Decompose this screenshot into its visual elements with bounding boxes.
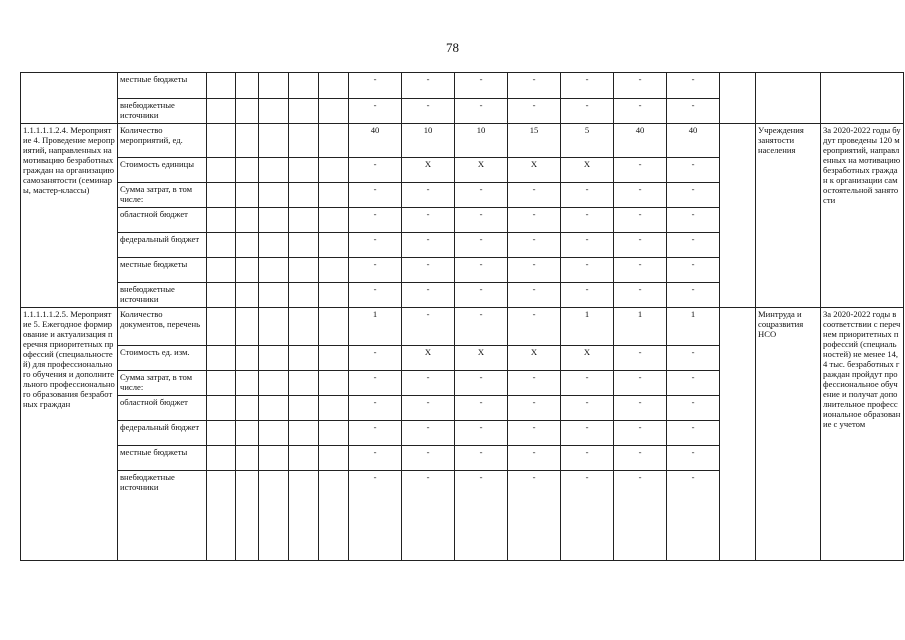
empty-cell xyxy=(236,371,259,396)
value-cell: - xyxy=(667,396,720,421)
value-cell: - xyxy=(349,446,402,471)
empty-cell xyxy=(207,421,236,446)
empty-cell xyxy=(259,308,289,346)
value-cell: - xyxy=(614,421,667,446)
empty-cell xyxy=(289,183,319,208)
indicator-cell: Стоимость единицы xyxy=(118,158,207,183)
empty-cell xyxy=(289,421,319,446)
empty-cell xyxy=(289,346,319,371)
value-cell: - xyxy=(561,233,614,258)
value-cell: - xyxy=(667,73,720,99)
empty-cell xyxy=(289,208,319,233)
value-cell: - xyxy=(349,396,402,421)
empty-cell xyxy=(289,371,319,396)
empty-cell xyxy=(319,471,349,561)
empty-cell xyxy=(236,308,259,346)
value-cell: - xyxy=(455,99,508,124)
indicator-cell: Количество документов, перечень xyxy=(118,308,207,346)
table-row xyxy=(21,124,904,158)
value-cell: - xyxy=(561,258,614,283)
result-cell: За 2020-2022 годы будут проведены 120 мероприятий, направленных на мотивацию безработных граждан к организации самостоятельной занятости xyxy=(821,124,904,308)
value-cell: - xyxy=(667,233,720,258)
value-cell: - xyxy=(508,233,561,258)
value-cell: - xyxy=(667,446,720,471)
value-cell: - xyxy=(402,99,455,124)
empty-cell xyxy=(319,183,349,208)
empty-cell xyxy=(236,396,259,421)
value-cell: - xyxy=(455,446,508,471)
empty-cell xyxy=(259,99,289,124)
empty-cell xyxy=(236,183,259,208)
value-cell: - xyxy=(508,371,561,396)
value-cell: - xyxy=(508,73,561,99)
value-cell: - xyxy=(402,371,455,396)
empty-cell xyxy=(720,73,756,124)
empty-cell xyxy=(236,233,259,258)
empty-cell xyxy=(289,283,319,308)
indicator-cell: Количество мероприятий, ед. xyxy=(118,124,207,158)
value-cell: X xyxy=(455,346,508,371)
empty-cell xyxy=(319,446,349,471)
empty-cell xyxy=(207,208,236,233)
empty-cell xyxy=(207,371,236,396)
empty-cell xyxy=(259,233,289,258)
empty-cell xyxy=(236,446,259,471)
value-cell: 1 xyxy=(561,308,614,346)
empty-cell xyxy=(236,73,259,99)
value-cell: - xyxy=(614,371,667,396)
empty-cell xyxy=(207,99,236,124)
value-cell: - xyxy=(614,73,667,99)
empty-cell xyxy=(319,73,349,99)
value-cell: - xyxy=(455,396,508,421)
value-cell: - xyxy=(455,308,508,346)
value-cell: - xyxy=(667,371,720,396)
empty-cell xyxy=(236,158,259,183)
value-cell: - xyxy=(667,208,720,233)
empty-cell xyxy=(207,396,236,421)
value-cell: - xyxy=(349,421,402,446)
value-cell: - xyxy=(402,73,455,99)
empty-cell xyxy=(236,258,259,283)
value-cell: - xyxy=(561,371,614,396)
value-cell: X xyxy=(455,158,508,183)
value-cell: - xyxy=(614,99,667,124)
value-cell: - xyxy=(455,73,508,99)
empty-cell xyxy=(259,283,289,308)
empty-cell xyxy=(236,346,259,371)
empty-cell xyxy=(289,124,319,158)
value-cell: - xyxy=(508,283,561,308)
empty-cell xyxy=(720,124,756,308)
empty-cell xyxy=(319,99,349,124)
empty-cell xyxy=(259,471,289,561)
value-cell: - xyxy=(667,471,720,561)
value-cell: X xyxy=(402,158,455,183)
value-cell: - xyxy=(508,396,561,421)
activity-cell xyxy=(21,73,118,124)
value-cell: - xyxy=(455,421,508,446)
activity-cell: 1.1.1.1.1.2.5. Мероприятие 5. Ежегодное формирование и актуализация перечня приоритетных профессий (специальностей) для профессионального обучения и дополнительного профессионального образования безработных граждан xyxy=(21,308,118,561)
table-row xyxy=(21,308,904,346)
value-cell: - xyxy=(561,283,614,308)
empty-cell xyxy=(259,446,289,471)
program-table xyxy=(20,72,904,561)
value-cell: - xyxy=(349,233,402,258)
empty-cell xyxy=(207,233,236,258)
value-cell: - xyxy=(667,183,720,208)
empty-cell xyxy=(289,258,319,283)
value-cell: 40 xyxy=(349,124,402,158)
value-cell: - xyxy=(349,183,402,208)
value-cell: - xyxy=(402,233,455,258)
value-cell: 10 xyxy=(455,124,508,158)
value-cell: X xyxy=(561,158,614,183)
value-cell: - xyxy=(455,471,508,561)
empty-cell xyxy=(236,283,259,308)
empty-cell xyxy=(720,308,756,561)
value-cell: - xyxy=(614,471,667,561)
empty-cell xyxy=(259,124,289,158)
value-cell: - xyxy=(508,99,561,124)
empty-cell xyxy=(259,158,289,183)
value-cell: - xyxy=(508,471,561,561)
value-cell: - xyxy=(667,99,720,124)
indicator-cell: местные бюджеты xyxy=(118,446,207,471)
empty-cell xyxy=(319,158,349,183)
value-cell: - xyxy=(614,396,667,421)
value-cell: - xyxy=(561,396,614,421)
indicator-cell: федеральный бюджет xyxy=(118,421,207,446)
value-cell: - xyxy=(402,446,455,471)
indicator-cell: внебюджетные источники xyxy=(118,283,207,308)
value-cell: - xyxy=(349,73,402,99)
empty-cell xyxy=(289,396,319,421)
value-cell: - xyxy=(508,258,561,283)
value-cell: - xyxy=(349,99,402,124)
empty-cell xyxy=(236,421,259,446)
value-cell: - xyxy=(614,183,667,208)
value-cell: X xyxy=(561,346,614,371)
activity-cell: 1.1.1.1.1.2.4. Мероприятие 4. Проведение мероприятий, направленных на мотивацию безработных граждан на организацию самозанятости (семинары, мастер-классы) xyxy=(21,124,118,308)
value-cell: - xyxy=(614,258,667,283)
value-cell: - xyxy=(349,208,402,233)
empty-cell xyxy=(319,371,349,396)
page-number: 78 xyxy=(446,40,459,55)
value-cell: - xyxy=(455,183,508,208)
value-cell: 10 xyxy=(402,124,455,158)
empty-cell xyxy=(289,99,319,124)
value-cell: 40 xyxy=(614,124,667,158)
value-cell: - xyxy=(614,346,667,371)
value-cell: - xyxy=(667,346,720,371)
indicator-cell: местные бюджеты xyxy=(118,258,207,283)
result-cell xyxy=(821,73,904,124)
value-cell: - xyxy=(349,258,402,283)
value-cell: - xyxy=(561,208,614,233)
value-cell: - xyxy=(402,183,455,208)
value-cell: - xyxy=(349,471,402,561)
empty-cell xyxy=(207,446,236,471)
empty-cell xyxy=(289,233,319,258)
value-cell: - xyxy=(455,258,508,283)
value-cell: - xyxy=(349,158,402,183)
value-cell: - xyxy=(667,421,720,446)
empty-cell xyxy=(236,471,259,561)
result-cell: За 2020-2022 годы в соответствии с перечнем приоритетных профессий (специальностей) не менее 14,4 тыс. безработных граждан пройдут профессиональное обучение и получат дополнительное профессиональное образование с учетом xyxy=(821,308,904,561)
value-cell: - xyxy=(508,208,561,233)
indicator-cell: Стоимость ед. изм. xyxy=(118,346,207,371)
value-cell: - xyxy=(561,471,614,561)
empty-cell xyxy=(207,124,236,158)
value-cell: - xyxy=(349,283,402,308)
value-cell: - xyxy=(455,283,508,308)
executor-cell: Учреждения занятости населения xyxy=(756,124,821,308)
value-cell: - xyxy=(349,346,402,371)
value-cell: - xyxy=(508,446,561,471)
empty-cell xyxy=(319,396,349,421)
value-cell: - xyxy=(455,371,508,396)
value-cell: - xyxy=(508,308,561,346)
value-cell: - xyxy=(508,421,561,446)
empty-cell xyxy=(236,124,259,158)
empty-cell xyxy=(259,371,289,396)
empty-cell xyxy=(289,308,319,346)
value-cell: - xyxy=(402,471,455,561)
empty-cell xyxy=(319,346,349,371)
value-cell: - xyxy=(561,446,614,471)
empty-cell xyxy=(236,99,259,124)
value-cell: 5 xyxy=(561,124,614,158)
value-cell: - xyxy=(667,283,720,308)
value-cell: - xyxy=(402,396,455,421)
value-cell: X xyxy=(508,346,561,371)
empty-cell xyxy=(319,208,349,233)
value-cell: - xyxy=(561,99,614,124)
value-cell: X xyxy=(402,346,455,371)
empty-cell xyxy=(289,158,319,183)
empty-cell xyxy=(319,233,349,258)
empty-cell xyxy=(259,183,289,208)
empty-cell xyxy=(319,124,349,158)
empty-cell xyxy=(289,446,319,471)
value-cell: - xyxy=(614,283,667,308)
value-cell: - xyxy=(402,421,455,446)
executor-cell: Минтруда и соцразвития НСО xyxy=(756,308,821,561)
value-cell: - xyxy=(614,446,667,471)
value-cell: - xyxy=(614,158,667,183)
value-cell: - xyxy=(402,308,455,346)
indicator-cell: областной бюджет xyxy=(118,396,207,421)
value-cell: - xyxy=(667,258,720,283)
empty-cell xyxy=(207,308,236,346)
empty-cell xyxy=(259,258,289,283)
value-cell: - xyxy=(667,158,720,183)
indicator-cell: Сумма затрат, в том числе: xyxy=(118,371,207,396)
empty-cell xyxy=(259,346,289,371)
empty-cell xyxy=(259,396,289,421)
indicator-cell: областной бюджет xyxy=(118,208,207,233)
empty-cell xyxy=(259,208,289,233)
empty-cell xyxy=(207,158,236,183)
indicator-cell: Сумма затрат, в том числе: xyxy=(118,183,207,208)
value-cell: - xyxy=(349,371,402,396)
value-cell: 40 xyxy=(667,124,720,158)
value-cell: - xyxy=(402,208,455,233)
empty-cell xyxy=(207,73,236,99)
empty-cell xyxy=(207,183,236,208)
empty-cell xyxy=(259,73,289,99)
value-cell: - xyxy=(402,283,455,308)
value-cell: - xyxy=(614,208,667,233)
empty-cell xyxy=(289,471,319,561)
value-cell: - xyxy=(561,73,614,99)
value-cell: - xyxy=(402,258,455,283)
table-row xyxy=(21,73,904,99)
value-cell: 1 xyxy=(667,308,720,346)
indicator-cell: внебюджетные источники xyxy=(118,471,207,561)
empty-cell xyxy=(236,208,259,233)
value-cell: X xyxy=(508,158,561,183)
value-cell: 15 xyxy=(508,124,561,158)
value-cell: - xyxy=(614,233,667,258)
value-cell: - xyxy=(508,183,561,208)
value-cell: - xyxy=(561,183,614,208)
empty-cell xyxy=(319,283,349,308)
value-cell: 1 xyxy=(349,308,402,346)
executor-cell xyxy=(756,73,821,124)
empty-cell xyxy=(207,471,236,561)
empty-cell xyxy=(319,258,349,283)
empty-cell xyxy=(207,283,236,308)
indicator-cell: местные бюджеты xyxy=(118,73,207,99)
empty-cell xyxy=(259,421,289,446)
empty-cell xyxy=(207,258,236,283)
value-cell: - xyxy=(561,421,614,446)
value-cell: - xyxy=(455,208,508,233)
empty-cell xyxy=(289,73,319,99)
indicator-cell: федеральный бюджет xyxy=(118,233,207,258)
empty-cell xyxy=(319,308,349,346)
value-cell: - xyxy=(455,233,508,258)
indicator-cell: внебюджетные источники xyxy=(118,99,207,124)
value-cell: 1 xyxy=(614,308,667,346)
empty-cell xyxy=(319,421,349,446)
empty-cell xyxy=(207,346,236,371)
